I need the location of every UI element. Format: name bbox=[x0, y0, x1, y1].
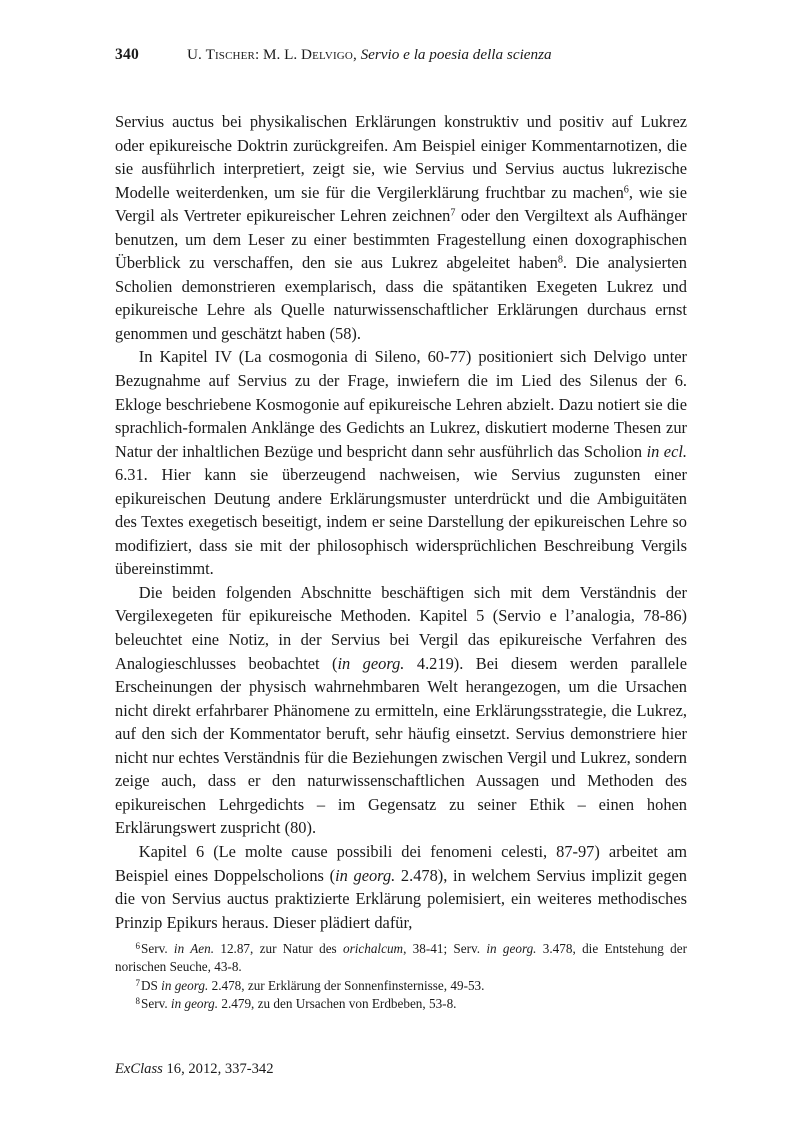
italic-run: in ecl. bbox=[646, 441, 687, 461]
text-run: Servius auctus bei physikalischen Erklärungen konstruktiv und positiv auf Lukrez oder epikureische Doktrin zurückgreifen. Am Beispiel einiger Kommentarnotizen, die sie ausführlich interpretiert, zeigt sie, wie Servius und Servius auctus lukrezische Modelle weiterdenken, um sie für die Vergilerklärung fruchtbar zu machen bbox=[115, 112, 687, 202]
text-run: . Die analysierten Scholien demonstrieren exemplarisch, dass die spätantiken Exegeten Lukrez und epikureische Lehre als Quelle naturwissenschaftlicher Erklärungen durchaus ernst genommen und geschätzt haben (58). bbox=[115, 253, 687, 343]
running-head-text bbox=[187, 46, 552, 63]
italic-run: in georg. bbox=[170, 996, 219, 1012]
running-head-reviewed-surname: Delvigo bbox=[301, 46, 353, 63]
text-run: 2.478), in welchem Servius implizit gegen die von Servius auctus praktizierte Erklärung polemisiert, ein weiteres methodisches Prinzip Epikurs heraus. Dieser plädiert dafür, bbox=[115, 865, 687, 932]
running-head-separator-2: , bbox=[352, 46, 361, 63]
italic-run: in georg. bbox=[335, 865, 396, 885]
text-run: 3.478, die Entstehung der norischen Seuche, 43-8. bbox=[115, 941, 687, 975]
text-run: DS bbox=[141, 977, 162, 993]
footnote-reference[interactable]: 6 bbox=[623, 184, 629, 196]
text-run: Die beiden folgenden Abschnitte beschäftigen sich mit dem Verständnis der Vergilexegeten für epikureische Methoden. Kapitel 5 (Servio e l’analogia, 78-86) beleuchtet eine Notiz, in der Servius bei Vergil das epikureische Verfahren des Analogieschlusses beobachtet ( bbox=[115, 582, 687, 673]
text-run: Kapitel 6 (Le molte cause possibili dei fenomeni celesti, 87-97) arbeitet am Beispiel eines Doppelscholions ( bbox=[115, 841, 687, 885]
text-run: oder den Vergiltext als Aufhänger benutzen, um dem Leser zu einer bestimmten Fragestellung einen doxographischen Überblick zu verschaffen, den sie aus Lukrez abgeleitet haben bbox=[115, 206, 687, 273]
footnotes-block bbox=[115, 940, 687, 1014]
running-head bbox=[115, 44, 687, 66]
text-run: 12.87, zur Natur des bbox=[214, 941, 343, 956]
text-run: 4.219). Bei diesem werden parallele Erscheinungen der physisch wahrnehmbaren Welt herangezogen, um die Ursachen nicht direkt erfahrbarer Phänomene zu ermitteln, eine Erklärungsstrategie, die Lukrez, auf den sich der Kommentator beruft, sehr häufig einsetzt. Servius demonstriere hier nicht nur echtes Verständnis für die Beziehungen zwischen Vergil und Lukrez, sondern zeige auch, dass er den naturwissenschaftlichen Aussagen und Methoden des epikureischen Lehrgedichts – im Gegensatz zu seiner Ethik – einen hohen Erklärungswert zuspricht (80). bbox=[115, 653, 687, 838]
page-number: 340 bbox=[115, 46, 139, 63]
text-run: 2.479, zu den Ursachen von Erdbeben, 53-8. bbox=[218, 996, 457, 1012]
text-run: Serv. bbox=[141, 996, 171, 1012]
footnote bbox=[115, 977, 687, 995]
text-run: , wie sie Vergil als Vertreter epikureischer Lehren zeichnen bbox=[115, 182, 687, 226]
page-footer bbox=[115, 1059, 274, 1079]
footnote-reference[interactable]: 8 bbox=[557, 255, 563, 266]
footnote-reference[interactable]: 7 bbox=[450, 207, 456, 219]
paragraph bbox=[115, 840, 687, 934]
running-head-title: Servio e la poesia della scienza bbox=[360, 46, 552, 63]
footnote-number: 6 bbox=[135, 940, 140, 951]
footnote-number: 7 bbox=[135, 977, 140, 988]
footnote bbox=[115, 940, 687, 977]
paragraph bbox=[115, 345, 687, 580]
paragraph bbox=[115, 110, 687, 345]
body-text-block bbox=[115, 110, 687, 934]
text-run: , 38-41; Serv. bbox=[403, 941, 487, 956]
italic-run: in Aen. bbox=[173, 941, 215, 956]
text-run: Serv. bbox=[141, 941, 174, 956]
text-run: 2.478, zur Erklärung der Sonnenfinsternisse, 49-53. bbox=[208, 977, 485, 993]
italic-run: in georg. bbox=[161, 977, 209, 993]
running-head-separator-1: : M. L. bbox=[255, 46, 302, 63]
text-run: In Kapitel IV (La cosmogonia di Sileno, 60-77) positioniert sich Delvigo unter Bezugnahme auf Servius zu der Frage, inwiefern die im Lied des Silenus der 6. Ekloge beschriebene Kosmogonie auf epikureische Lehren abzielt. Dazu notiert sie die sprachlich-formalen Anklänge des Gedichts an Lukrez, diskutiert moderne Thesen zur Natur der inhaltlichen Bezüge und bespricht dann sehr ausführlich das Scholion bbox=[115, 347, 687, 461]
journal-name: ExClass bbox=[115, 1061, 163, 1077]
paragraph bbox=[115, 581, 687, 840]
italic-run: orichalcum bbox=[343, 941, 404, 956]
italic-run: in georg. bbox=[337, 653, 405, 673]
footnote-number: 8 bbox=[135, 995, 140, 1006]
italic-run: in georg. bbox=[486, 941, 537, 956]
footnote bbox=[115, 995, 687, 1013]
journal-citation: 16, 2012, 337-342 bbox=[162, 1061, 274, 1077]
text-run: 6.31. Hier kann sie überzeugend nachweisen, wie Servius zugunsten einer epikureischen Deutung andere Erklärungsmuster unterdrückt und die Ambiguitäten des Textes exegetisch beseitigt, indem er seine Darstellung der epikureischen Lehre so modifiziert, dass sie mit der philosophisch widersprüchlichen Beschreibung Vergils übereinstimmt. bbox=[115, 465, 687, 579]
running-head-author-surname: Tischer bbox=[205, 46, 256, 63]
running-head-author-initial: U. bbox=[187, 46, 206, 63]
